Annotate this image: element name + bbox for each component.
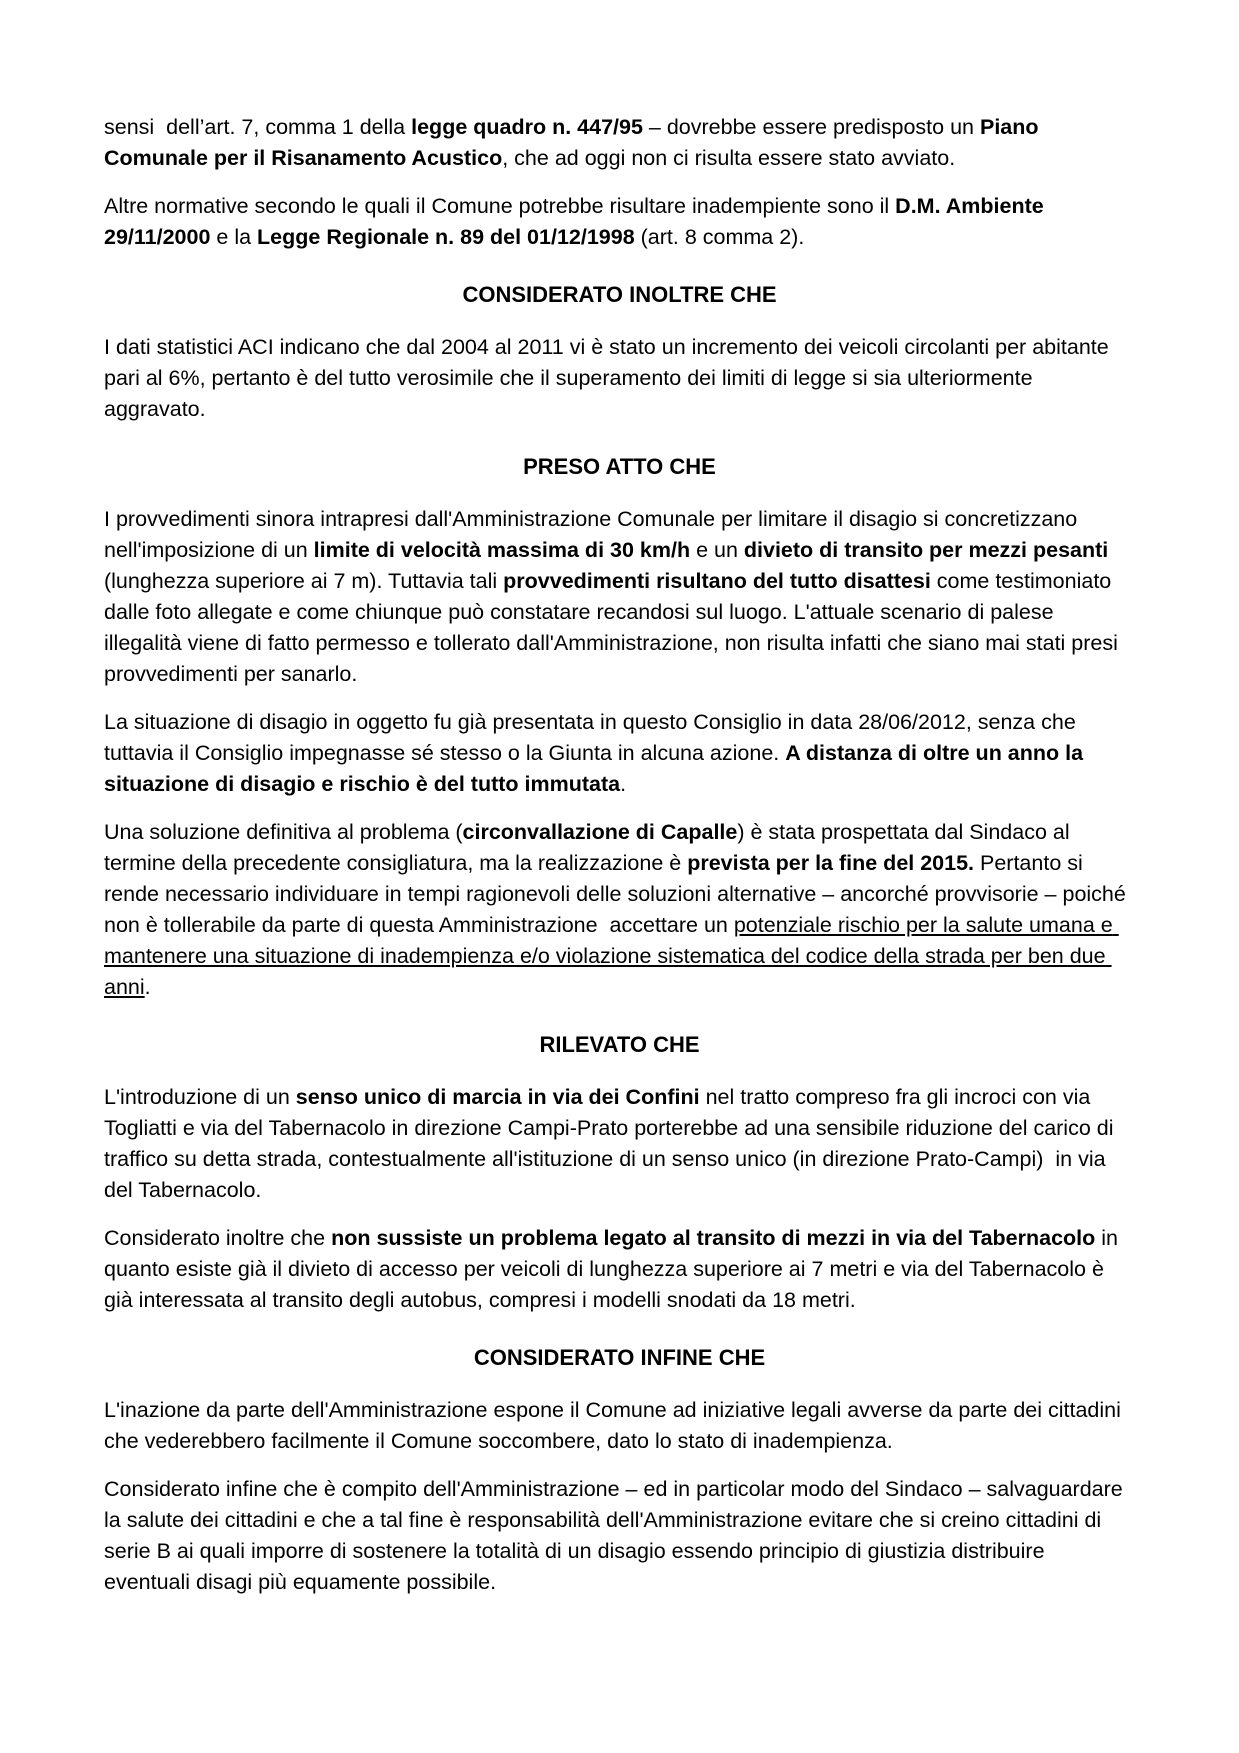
text-run: sensi dell’art. 7, comma 1 della xyxy=(104,115,412,139)
bold-text-run: PRESO ATTO CHE xyxy=(523,454,716,479)
bold-text-run: non sussiste un problema legato al transito di mezzi in via del Tabernacolo xyxy=(331,1226,1096,1250)
bold-text-run: divieto di transito per mezzi pesanti xyxy=(743,538,1109,562)
text-run: Altre normative secondo le quali il Comune potrebbe risultare inadempiente sono il xyxy=(104,194,896,218)
bold-text-run: senso unico di marcia in via dei Confini xyxy=(295,1085,700,1109)
bold-text-run: CONSIDERATO INOLTRE CHE xyxy=(462,282,777,307)
text-run: Considerato inoltre che xyxy=(104,1226,332,1250)
text-run: I dati statistici ACI indicano che dal 2004 al 2011 vi è stato un incremento dei veicoli circolanti per abitante pari al 6%, pertanto è del tutto verosimile che il superamento dei limiti di legge si sia ulteriormente aggravato. xyxy=(104,335,1115,421)
section-heading xyxy=(104,1342,1135,1373)
text-run: (lunghezza superiore ai 7 m). Tuttavia tali xyxy=(104,538,1115,593)
document-body xyxy=(104,112,1135,1598)
paragraph xyxy=(104,504,1135,690)
bold-text-run: prevista per la fine del 2015. xyxy=(687,851,975,875)
bold-text-run: CONSIDERATO INFINE CHE xyxy=(473,1345,766,1370)
paragraph xyxy=(104,1223,1135,1316)
text-run: in quanto esiste già il divieto di accesso per veicoli di lunghezza superiore ai 7 metri e via del Tabernacolo è già interessata al transito degli autobus, compresi i modelli snodati da 18 metri. xyxy=(104,1226,1124,1312)
paragraph xyxy=(104,1082,1135,1206)
paragraph xyxy=(104,1395,1135,1457)
text-run: Considerato infine che è compito dell'Amministrazione – ed in particolar modo del Sindaco – salvaguardare la salute dei cittadini e che a tal fine è responsabilità dell'Amministrazione evitare che si creino cittadini di serie B ai quali imporre di sostenere la totalità di un disagio essendo principio di giustizia distribuire eventuali disagi più equamente possibile. xyxy=(104,1477,1129,1594)
section-heading xyxy=(104,1029,1135,1060)
text-run: ) è stata prospettata dal Sindaco al termine della precedente consigliatura, ma la realizzazione è xyxy=(104,820,1076,875)
paragraph xyxy=(104,1474,1135,1598)
paragraph xyxy=(104,707,1135,800)
bold-text-run: Piano Comunale per il Risanamento Acustico xyxy=(104,115,1045,170)
text-run: , che ad oggi non ci risulta essere stato avviato. xyxy=(502,146,956,170)
text-run: Pertanto si rende necessario individuare in tempi ragionevoli delle soluzioni alternative – ancorché provvisorie – poiché non è tollerabile da parte di questa Amministrazione accettare un xyxy=(104,851,1132,937)
text-run: Una soluzione definitiva al problema ( xyxy=(104,820,463,844)
underlined-text-run: potenziale rischio per la salute umana e mantenere una situazione di inadempienza e/o violazione sistematica del codice della strada per ben due anni xyxy=(104,913,1119,999)
paragraph xyxy=(104,191,1135,253)
text-run: e la xyxy=(210,225,258,249)
text-run: nel tratto compreso fra gli incroci con via Togliatti e via del Tabernacolo in direzione Campi-Prato porterebbe ad una sensibile riduzione del carico di traffico su detta strada, contestualmente all'istituzione di un senso unico (in direzione Prato-Campi) in via del Tabernacolo. xyxy=(104,1085,1120,1202)
bold-text-run: Legge Regionale n. 89 del 01/12/1998 xyxy=(257,225,635,249)
text-run: I provvedimenti sinora intrapresi dall'Amministrazione Comunale per limitare il disagio si concretizzano nell'imposizione di un xyxy=(104,507,1084,562)
bold-text-run: limite di velocità massima di 30 km/h xyxy=(313,538,691,562)
bold-text-run: A distanza di oltre un anno la situazione di disagio e rischio è del tutto immutata xyxy=(104,741,1090,796)
text-run: e un xyxy=(690,538,744,562)
text-run: (art. 8 comma 2). xyxy=(634,225,805,249)
paragraph xyxy=(104,817,1135,1003)
text-run: come testimoniato dalle foto allegate e come chiunque può constatare recandosi sul luogo. L'attuale scenario di palese illegalità viene di fatto permesso e tollerato dall'Amministrazione, non risulta infatti che siano mai stati presi provvedimenti per sanarlo. xyxy=(104,569,1124,686)
bold-text-run: circonvallazione di Capalle xyxy=(462,820,738,844)
text-run: . xyxy=(620,772,627,796)
bold-text-run: D.M. Ambiente 29/11/2000 xyxy=(104,194,1050,249)
text-run: – dovrebbe essere predisposto un xyxy=(642,115,980,139)
bold-text-run: legge quadro n. 447/95 xyxy=(411,115,643,139)
text-run: . xyxy=(144,975,151,999)
paragraph xyxy=(104,332,1135,425)
text-run: La situazione di disagio in oggetto fu già presentata in questo Consiglio in data 28/06/2012, senza che tuttavia il Consiglio impegnasse sé stesso o la Giunta in alcuna azione. xyxy=(104,710,1082,765)
bold-text-run: RILEVATO CHE xyxy=(539,1032,700,1057)
paragraph xyxy=(104,112,1135,174)
text-run: L'introduzione di un xyxy=(104,1085,296,1109)
text-run: L'inazione da parte dell'Amministrazione espone il Comune ad iniziative legali avverse da parte dei cittadini che vederebbero facilmente il Comune soccombere, dato lo stato di inadempienza. xyxy=(104,1398,1127,1453)
section-heading xyxy=(104,279,1135,310)
section-heading xyxy=(104,451,1135,482)
bold-text-run: provvedimenti risultano del tutto disattesi xyxy=(503,569,931,593)
